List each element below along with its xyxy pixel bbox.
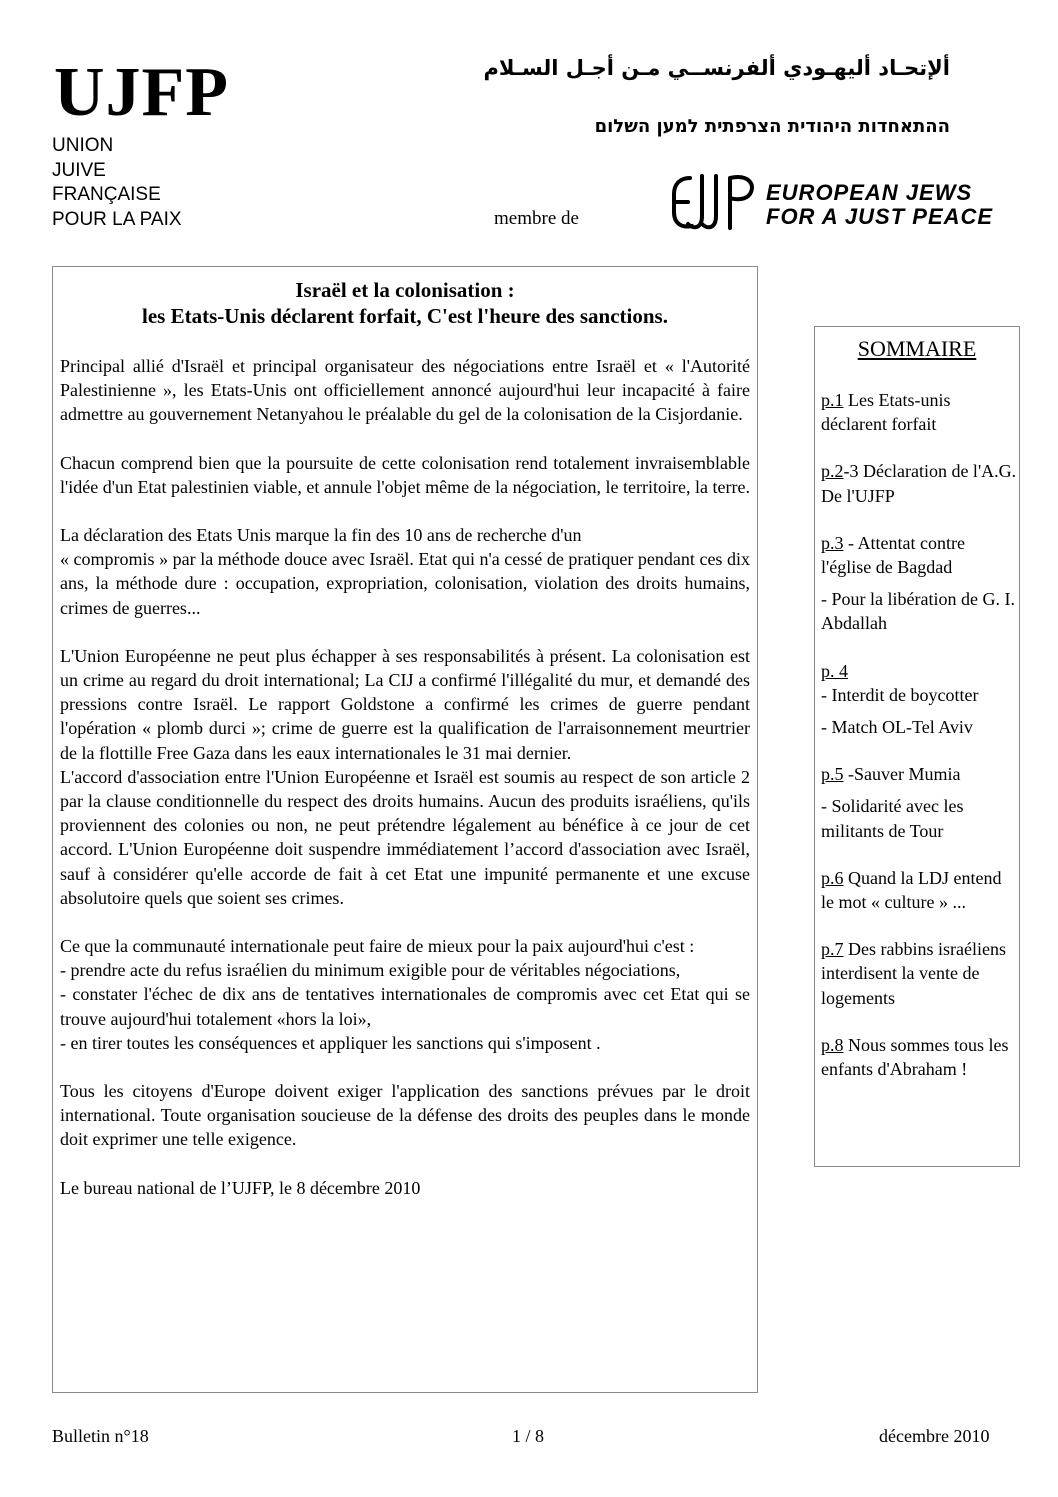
toc-entry-text: - Pour la libération de G. I. Abdallah xyxy=(821,589,1015,634)
article-bullet: - constater l'échec de dix ans de tentatives internationales de compromis avec cet Etat qui se trouve aujourd'hui totalement «hors la loi», xyxy=(60,984,750,1029)
toc-page-ref[interactable]: p.5 xyxy=(821,764,844,785)
toc-page-ref[interactable]: p. 4 xyxy=(821,660,848,681)
toc-page-ref[interactable]: p.7 xyxy=(821,939,844,960)
toc-entry[interactable] xyxy=(821,388,1017,436)
toc-entry-text: - Solidarité avec les militants de Tour xyxy=(821,796,964,841)
toc-entry-text: - Match OL-Tel Aviv xyxy=(821,717,973,738)
ejjp-mark-icon xyxy=(674,176,752,228)
article-title-line2: les Etats-Unis déclarent forfait, C'est l'heure des sanctions. xyxy=(142,304,668,328)
article-paragraph: L'Union Européenne ne peut plus échapper à ses responsabilités à présent. La colonisation est un crime au regard du droit international; La CIJ a confirmé l'illégalité du mur, et demandé des pressions contre Israël. Le rapport Goldstone a confirmé les crimes de guerre pendant l'opération « plomb durci »; crime de guerre est la qualification de l'arraisonnement meurtrier de la flottille Free Gaza dans les eaux internationales le 31 mai dernier. xyxy=(60,645,750,763)
article-paragraph-line: La déclaration des Etats Unis marque la fin des 10 ans de recherche d'un xyxy=(60,525,582,546)
toc-entry[interactable] xyxy=(821,587,1017,635)
organization-name xyxy=(52,134,182,232)
toc-entry[interactable] xyxy=(821,683,1017,707)
toc-entry[interactable] xyxy=(821,794,1017,842)
org-line-francaise: FRANÇAISE xyxy=(52,184,161,205)
membre-de-label: membre de xyxy=(494,208,579,229)
toc-entry-text: Quand la LDJ entend le mot « culture » ... xyxy=(821,867,1002,913)
article-paragraph: Tous les citoyens d'Europe doivent exiger l'application des sanctions prévues par le droit international. Toute organisation soucieuse de la défense des droits des peuples dans le monde doit exprimer une telle exigence. xyxy=(60,1081,750,1150)
toc-entry-text: -3 Déclaration de l'A.G. De l'UJFP xyxy=(821,461,1017,506)
footer-bulletin: Bulletin n°18 xyxy=(52,1426,149,1446)
sommaire-list xyxy=(821,388,1017,1104)
toc-entry-text: Nous sommes tous les enfants d'Abraham ! xyxy=(821,1034,1009,1080)
article-paragraph: Principal allié d'Israël et principal organisateur des négociations entre Israël et « l'Autorité Palestinienne », les Etats-Unis ont officiellement annoncé aujourd'hui leur incapacité à faire admettre au gouvernement Netanyahou le préalable du gel de la colonisation de la Cisjordanie. xyxy=(60,356,750,425)
toc-page-ref[interactable]: p.6 xyxy=(821,867,844,888)
article-body xyxy=(60,354,750,1200)
toc-entry[interactable] xyxy=(821,531,1017,579)
hebrew-org-name: ההתאחדות היהודית הצרפתית למען השלום xyxy=(594,116,950,137)
toc-entry-text: - Interdit de boycotter xyxy=(821,684,979,705)
arabic-org-name: ألإتحـاد أليهـودي ألفرنســي مـن أجـل السـلام xyxy=(483,56,950,80)
article-bullet: - prendre acte du refus israélien du minimum exigible pour de véritables négociations, xyxy=(60,960,681,981)
ejjp-logo xyxy=(668,172,994,234)
article-title-line1: Israël et la colonisation : xyxy=(295,278,515,302)
toc-page-ref[interactable]: p.8 xyxy=(821,1034,844,1055)
article-bullet: - en tirer toutes les conséquences et appliquer les sanctions qui s'imposent . xyxy=(60,1032,601,1053)
article-signature: Le bureau national de l’UJFP, le 8 décembre 2010 xyxy=(60,1177,421,1198)
footer-date: décembre 2010 xyxy=(879,1426,990,1446)
toc-entry-text: -Sauver Mumia xyxy=(843,764,961,785)
article-paragraph: Ce que la communauté internationale peut faire de mieux pour la paix aujourd'hui c'est : xyxy=(60,936,695,957)
toc-entry[interactable] xyxy=(821,659,1017,683)
toc-entry[interactable] xyxy=(821,866,1017,914)
org-line-pour-la-paix: POUR LA PAIX xyxy=(52,208,182,230)
toc-page-ref[interactable]: p.1 xyxy=(821,390,844,410)
org-line-union: UNION xyxy=(52,135,114,156)
toc-entry-text: Des rabbins israéliens interdisent la vente de logements xyxy=(821,939,1006,1008)
ejjp-text-line1: EUROPEAN JEWS xyxy=(766,180,973,205)
toc-page-ref[interactable]: p.3 xyxy=(821,532,844,553)
toc-entry[interactable] xyxy=(821,459,1017,507)
toc-page-ref[interactable]: p.2 xyxy=(821,461,844,482)
ejjp-text-line2: FOR A JUST PEACE xyxy=(766,204,994,229)
article-paragraph: « compromis » par la méthode douce avec Israël. Etat qui n'a cessé de pratiquer pendant ces dix ans, la méthode dure : occupation, expropriation, colonisation, violation des droits humains, crimes de guerres... xyxy=(60,549,750,618)
toc-entry[interactable] xyxy=(821,762,1017,786)
article-title xyxy=(52,277,758,329)
toc-entry[interactable] xyxy=(821,715,1017,739)
article-paragraph: L'accord d'association entre l'Union Européenne et Israël est soumis au respect de son article 2 par la clause conditionnelle du respect des droits humains. Aucun des produits israéliens, qu'ils proviennent des colonies ou non, ne peut prétendre légalement au bénéfice à ce jour de cet accord. L'Union Européenne doit suspendre immédiatement l’accord d'association avec Israël, sauf à considérer qu'elle accorde de fait à cet Etat une impunité permanente et une excuse absolutoire quels que soient ses crimes. xyxy=(60,766,750,908)
ujfp-logo: UJFP xyxy=(54,54,230,131)
toc-entry-text: - Attentat contre l'église de Bagdad xyxy=(821,532,965,578)
toc-entry-text: Les Etats-unis déclarent forfait xyxy=(821,390,951,435)
org-line-juive: JUIVE xyxy=(52,159,106,181)
sommaire-title: SOMMAIRE xyxy=(857,336,977,361)
article-paragraph: Chacun comprend bien que la poursuite de cette colonisation rend totalement invraisemblable l'idée d'un Etat palestinien viable, et annule l'objet même de la négociation, le territoire, la terre. xyxy=(60,452,750,497)
toc-entry[interactable] xyxy=(821,1033,1017,1081)
footer-pagination: 1 / 8 xyxy=(512,1426,545,1446)
toc-entry[interactable] xyxy=(821,937,1017,1010)
